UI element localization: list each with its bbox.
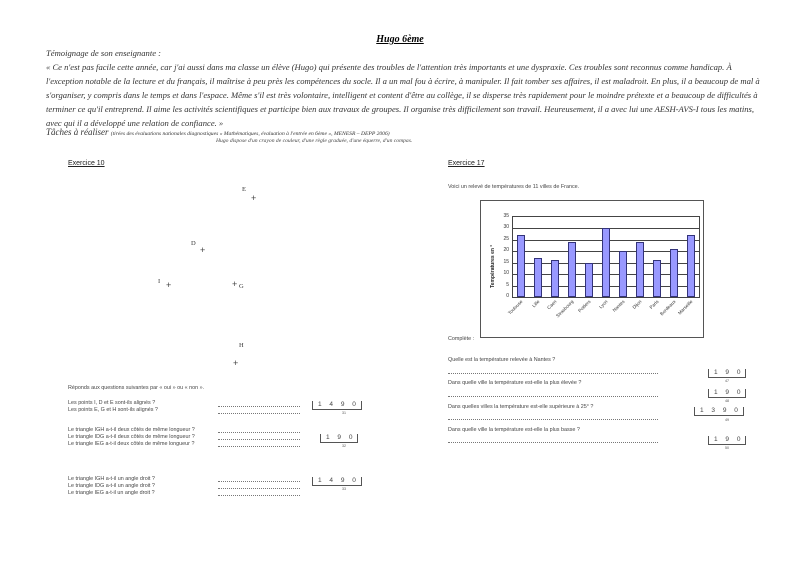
chart-x-tick-label: Poitiers (577, 299, 592, 314)
answer-line[interactable] (218, 406, 300, 407)
chart-y-tick-label: 15 (503, 258, 509, 265)
item-number: 48 (725, 399, 729, 403)
item-number: 33 (342, 487, 346, 491)
complete-label: Complète : (448, 336, 475, 342)
chart-y-tick-label: 25 (503, 235, 509, 242)
answer-line[interactable] (448, 396, 658, 397)
chart-bar-lyon (602, 228, 610, 297)
tasks-heading (46, 127, 390, 137)
code-box: 1 9 0 (320, 434, 358, 443)
chart-bar-lille (534, 258, 542, 297)
chart-y-tick-label: 20 (503, 247, 509, 254)
chart-x-tick-label: Toulouse (507, 299, 524, 316)
chart-x-tick-label: Marseille (676, 299, 694, 316)
answer-line[interactable] (448, 419, 658, 420)
question-text: Le triangle IDG a-t-il deux côtés de même longueur ? (68, 434, 195, 440)
question-text: Le triangle IDG a-t-il un angle droit ? (68, 483, 155, 489)
question-text: Les points E, G et H sont-ils alignés ? (68, 407, 158, 413)
point-cross-icon: + (233, 358, 239, 368)
chart-bar-marseille (687, 235, 695, 297)
point-label-i: I (158, 278, 161, 285)
item-number: 32 (342, 444, 346, 448)
question-text: Dans quelle ville la température est-elle la plus basse ? (448, 427, 580, 433)
chart-x-tick-label: Lyon (598, 299, 609, 310)
chart-x-tick-label: Paris (648, 299, 660, 310)
chart-bar-paris (653, 260, 661, 297)
chart-bar-caen (551, 260, 559, 297)
code-box: 1 4 9 0 (312, 401, 362, 410)
chart-x-tick-label: Lille (531, 299, 541, 309)
exercise-17-intro: Voici un relevé de températures de 11 villes de France. (448, 184, 580, 190)
chart-x-tick-label: Nantes (611, 299, 626, 313)
teacher-testimony (46, 46, 762, 130)
answer-line[interactable] (448, 373, 658, 374)
chart-x-tick-label: Caen (546, 299, 558, 311)
code-box: 1 9 0 (708, 436, 746, 445)
chart-bar-poitiers (585, 263, 593, 297)
point-cross-icon: + (232, 279, 238, 289)
code-box: 1 9 0 (708, 389, 746, 398)
chart-plot-area (512, 216, 700, 298)
chart-bar-strasbourg (568, 242, 576, 297)
testimony-heading: Témoignage de son enseignante : (46, 48, 162, 58)
answer-line[interactable] (218, 488, 300, 489)
question-text: Dans quelle ville la température est-elle la plus élevée ? (448, 380, 582, 386)
chart-x-tick-label: Dijon (631, 299, 643, 310)
chart-x-tick-label: Bordeaux (658, 299, 677, 317)
chart-x-tick-label: Strasbourg (555, 299, 575, 319)
question-text: Le triangle IEG a-t-il deux côtés de même longueur ? (68, 441, 195, 447)
chart-bar-bordeaux (670, 249, 678, 297)
tasks-label: Tâches à réaliser (46, 127, 109, 137)
point-label-h: H (239, 342, 244, 349)
point-cross-icon: + (166, 280, 172, 290)
point-label-e: E (242, 186, 246, 193)
chart-y-tick-label: 35 (503, 213, 509, 219)
item-number: 50 (725, 446, 729, 450)
point-cross-icon: + (200, 245, 206, 255)
answer-line[interactable] (218, 481, 300, 482)
answer-line[interactable] (218, 413, 300, 414)
code-box: 1 9 0 (708, 369, 746, 378)
chart-y-axis-label: Températures en ° (490, 244, 496, 288)
code-box: 1 3 9 0 (694, 407, 744, 416)
exercise-10-instruction: Réponds aux questions suivantes par « oui » ou « non ». (68, 385, 205, 391)
tasks-equipment: Hugo dispose d'un crayon de couleur, d'une règle graduée, d'une équerre, d'un compas. (216, 138, 413, 144)
item-number: 49 (725, 418, 729, 422)
item-number: 47 (725, 379, 729, 383)
answer-line[interactable] (218, 439, 300, 440)
exercise-10-title: Exercice 10 (68, 160, 105, 167)
item-number: 31 (342, 411, 346, 415)
point-label-g: G (239, 283, 244, 290)
point-cross-icon: + (251, 193, 257, 203)
tasks-source: (tirées des évaluations nationales diagnostiques « Mathématiques, évaluation à l'entrée en 6ème », MENESR – DEPP 2006) (110, 131, 390, 137)
question-text: Quelle est la température relevée à Nantes ? (448, 357, 556, 363)
answer-line[interactable] (218, 495, 300, 496)
answer-line[interactable] (448, 442, 658, 443)
chart-y-tick-label: 10 (503, 270, 509, 277)
chart-y-tick-label: 5 (506, 281, 509, 288)
question-text: Les points I, D et E sont-ils alignés ? (68, 400, 156, 406)
code-box: 1 4 9 0 (312, 477, 362, 486)
question-text: Dans quelles villes la température est-elle supérieure à 25° ? (448, 404, 594, 410)
answer-line[interactable] (218, 432, 300, 433)
question-text: Le triangle IGH a-t-il deux côtés de même longueur ? (68, 427, 195, 433)
chart-y-tick-label: 0 (506, 293, 509, 299)
testimony-text: « Ce n'est pas facile cette année, car j'ai aussi dans ma classe un élève (Hugo) qui présente des troubles de l'attention très importants et une dyspraxie. Ces troubles sont reconnus comme handicap. À l'exception notable de la lecture et du français, il maîtrise à peu près les compétences du socle. Il a un mal fou à écrire, à manipuler. Il fait tomber ses affaires, il est maladroit. En plus, il a beaucoup de mal à s'organiser, y compris dans le temps et dans l'espace. Même s'il est très volontaire, intelligent et content d'être au collège, il se disperse très rapidement pour le moindre prétexte et a beaucoup de difficultés à terminer ce qu'il entreprend. Il aime les activités scientifiques et participe bien aux travaux de groupes. Il organise très difficilement son travail. Heureusement, il a avec lui une AESH-AVS-I tous les matins, avec qui il a développé une relation de confiance. » (46, 62, 760, 128)
question-text: Le triangle IEG a-t-il un angle droit ? (68, 490, 155, 496)
exercise-17-title: Exercice 17 (448, 160, 485, 167)
chart-y-tick-label: 30 (503, 224, 509, 231)
chart-bar-dijon (636, 242, 644, 297)
chart-bar-nantes (619, 251, 627, 297)
page-title: Hugo 6ème (376, 34, 424, 45)
answer-line[interactable] (218, 446, 300, 447)
point-label-d: D (191, 240, 196, 247)
chart-bar-toulouse (517, 235, 525, 297)
question-text: Le triangle IGH a-t-il un angle droit ? (68, 476, 155, 482)
